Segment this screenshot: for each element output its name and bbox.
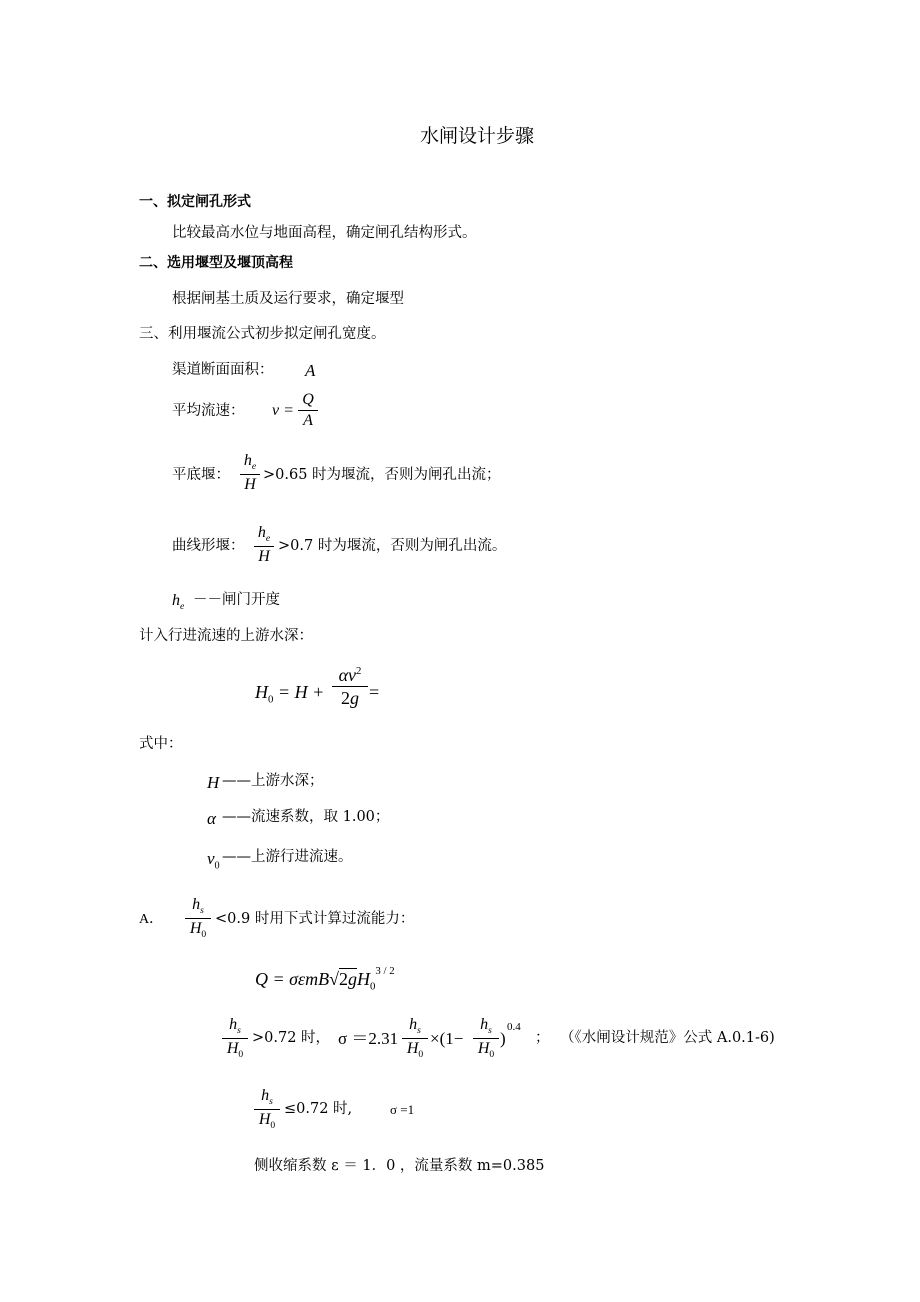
formula-H0-fraction: $\alpha v^2$ 2g bbox=[332, 666, 368, 707]
hs-over-H0-fraction-3: $h_s$ $H_0$ bbox=[402, 1017, 428, 1060]
hs-over-H0-fraction-2: $h_s$ $H_0$ bbox=[222, 1017, 248, 1060]
sigma-equals-one: σ =1 bbox=[390, 1102, 415, 1117]
formula-Q: $Q = \sigma\varepsilon mB√2gH_0^{3 / 2}$ bbox=[255, 965, 395, 993]
symbol-v0: $v_0$ bbox=[207, 849, 220, 872]
section-1-heading: 一、拟定闸孔形式 bbox=[139, 194, 251, 210]
hs-over-H0-fraction-4: $h_s$ $H_0$ bbox=[473, 1017, 499, 1060]
he-definition: －－闸门开度 bbox=[193, 592, 280, 608]
hs-over-H0-fraction-1: $h_s$ $H_0$ bbox=[185, 897, 211, 940]
where-label: 式中： bbox=[139, 736, 183, 752]
hs-over-H0-fraction-5: $h_s$ $H_0$ bbox=[254, 1088, 280, 1131]
def-v0: ——上游行进流速。 bbox=[222, 849, 353, 865]
section-2-heading: 二、选用堰型及堰顶高程 bbox=[139, 255, 293, 271]
he-symbol: $h_e$ bbox=[172, 592, 185, 613]
he-over-H-fraction-1: $h_e$ H bbox=[240, 453, 260, 493]
curve-weir-label: 曲线形堰： bbox=[172, 538, 245, 554]
section-1-body: 比较最高水位与地面高程，确定闸孔结构形式。 bbox=[172, 225, 477, 241]
page-title: 水闸设计步骤 bbox=[420, 125, 535, 147]
condition-1-text: >0.72 时， bbox=[252, 1030, 331, 1046]
sigma-formula-start: σ ＝2.31 bbox=[338, 1029, 399, 1048]
section-a-label: A． bbox=[139, 912, 164, 927]
curve-weir-text: >0.7 时为堰流，否则为闸孔出流。 bbox=[278, 538, 507, 554]
def-alpha: ——流速系数，取 1.00； bbox=[222, 809, 390, 825]
code-reference: （《水闸设计规范》公式 A.0.1-6) bbox=[560, 1030, 775, 1046]
formula-H0-equals: = bbox=[369, 682, 380, 702]
area-symbol: A bbox=[305, 361, 316, 380]
head-label: 计入行进流速的上游水深： bbox=[139, 628, 313, 644]
velocity-fraction: Q A bbox=[298, 392, 318, 429]
def-H: ——上游水深； bbox=[222, 773, 324, 789]
flat-weir-label: 平底堰： bbox=[172, 467, 230, 483]
area-label: 渠道断面面积： bbox=[172, 362, 274, 378]
symbol-H: H bbox=[207, 773, 220, 792]
section-2-body: 根据闸基土质及运行要求，确定堰型 bbox=[172, 291, 404, 307]
section-a-condition: <0.9 时用下式计算过流能力： bbox=[215, 911, 415, 927]
condition-2-text: ≤0.72 时, bbox=[284, 1101, 353, 1117]
formula-H0-lhs: $H_0 = H$ + bbox=[255, 682, 325, 706]
flat-weir-text: >0.65 时为堰流，否则为闸孔出流； bbox=[263, 467, 501, 483]
velocity-lhs: v = bbox=[272, 402, 294, 419]
sigma-formula-close: ) bbox=[500, 1029, 506, 1048]
velocity-label: 平均流速： bbox=[172, 403, 245, 419]
coefficient-text: 侧收缩系数 ε ＝ 1．0 ，流量系数 m=0.385 bbox=[254, 1158, 545, 1174]
sigma-formula-power: 0.4 bbox=[507, 1021, 521, 1033]
semicolon: ； bbox=[535, 1030, 550, 1046]
section-3-heading: 三、利用堰流公式初步拟定闸孔宽度。 bbox=[139, 326, 386, 342]
symbol-alpha: α bbox=[207, 809, 216, 828]
he-over-H-fraction-2: $h_e$ H bbox=[254, 525, 274, 565]
sigma-formula-times: ×(1− bbox=[430, 1029, 464, 1048]
